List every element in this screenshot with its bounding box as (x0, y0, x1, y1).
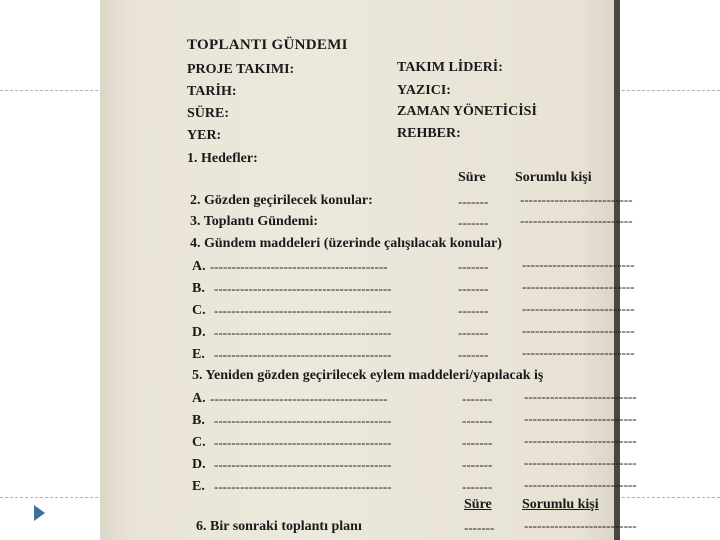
section-sonraki-toplanti: 6. Bir sonraki toplantı planı (196, 519, 362, 534)
line-item: ----------------------------------------- (214, 347, 392, 362)
item-label-b: B. (192, 413, 205, 428)
section-hedefler: 1. Hedefler: (187, 151, 258, 166)
field-tarih: TARİH: (187, 84, 237, 99)
line-responsible: -------------------------- (524, 477, 637, 492)
section-gundem-maddeleri: 4. Gündem maddeleri (üzerinde çalışılacak konular) (190, 236, 502, 251)
line-duration: ------- (462, 479, 493, 494)
line-responsible: -------------------------- (522, 257, 635, 272)
item-label-d: D. (192, 325, 206, 340)
item-label-a: A. (192, 391, 206, 406)
column-sorumlu-kisi: Sorumlu kişi (522, 497, 599, 512)
line-duration: ------- (458, 303, 489, 318)
line-responsible: -------------------------- (522, 345, 635, 360)
line-item: ----------------------------------------- (214, 479, 392, 494)
line-item: ----------------------------------------- (214, 325, 392, 340)
line-responsible: -------------------------- (520, 213, 633, 228)
line-responsible: -------------------------- (524, 455, 637, 470)
scanned-form-photo (100, 0, 637, 540)
line-responsible: -------------------------- (524, 411, 637, 426)
column-sure: Süre (464, 497, 492, 512)
line-duration: ------- (458, 325, 489, 340)
line-responsible: -------------------------- (520, 192, 633, 207)
line-duration: ------- (462, 413, 493, 428)
line-duration: ------- (458, 194, 489, 209)
form-page (100, 0, 637, 540)
item-label-a: A. (192, 259, 206, 274)
line-item: ----------------------------------------- (214, 303, 392, 318)
line-duration: ------- (458, 259, 489, 274)
field-yazici: YAZICI: (397, 83, 451, 98)
line-responsible: -------------------------- (524, 433, 637, 448)
item-label-c: C. (192, 435, 206, 450)
line-responsible: -------------------------- (522, 323, 635, 338)
section-gozden-gecirilecek: 2. Gözden geçirilecek konular: (190, 193, 373, 208)
section-toplanti-gundemi: 3. Toplantı Gündemi: (190, 214, 318, 229)
slide-arrow-icon[interactable] (34, 505, 45, 521)
item-label-d: D. (192, 457, 206, 472)
field-proje-takimi: PROJE TAKIMI: (187, 62, 295, 77)
form-title: TOPLANTI GÜNDEMI (187, 37, 348, 53)
line-item: ----------------------------------------- (214, 457, 392, 472)
item-label-e: E. (192, 347, 205, 362)
line-duration: ------- (464, 520, 495, 535)
field-rehber: REHBER: (397, 126, 461, 141)
line-item: ----------------------------------------- (214, 435, 392, 450)
item-label-b: B. (192, 281, 205, 296)
item-label-e: E. (192, 479, 205, 494)
field-sure: SÜRE: (187, 106, 230, 121)
line-responsible: -------------------------- (522, 279, 635, 294)
line-item: ----------------------------------------- (214, 281, 392, 296)
column-sure: Süre (458, 170, 486, 185)
item-label-c: C. (192, 303, 206, 318)
line-duration: ------- (458, 281, 489, 296)
line-responsible: -------------------------- (524, 389, 637, 404)
line-responsible: -------------------------- (522, 301, 635, 316)
field-zaman-yoneticisi: ZAMAN YÖNETİCİSİ (397, 104, 537, 119)
line-duration: ------- (462, 457, 493, 472)
line-item: ----------------------------------------- (210, 259, 388, 274)
line-duration: ------- (462, 435, 493, 450)
column-sorumlu-kisi: Sorumlu kişi (515, 170, 592, 185)
line-duration: ------- (458, 215, 489, 230)
line-item: ----------------------------------------- (214, 413, 392, 428)
line-item: ----------------------------------------- (210, 391, 388, 406)
line-duration: ------- (458, 347, 489, 362)
line-responsible: -------------------------- (524, 518, 637, 533)
section-yeniden-gozden-gecirilecek: 5. Yeniden gözden geçirilecek eylem maddeleri/yapılacak iş (192, 368, 544, 383)
line-duration: ------- (462, 391, 493, 406)
field-yer: YER: (187, 128, 222, 143)
field-takim-lideri: TAKIM LİDERİ: (397, 60, 503, 75)
